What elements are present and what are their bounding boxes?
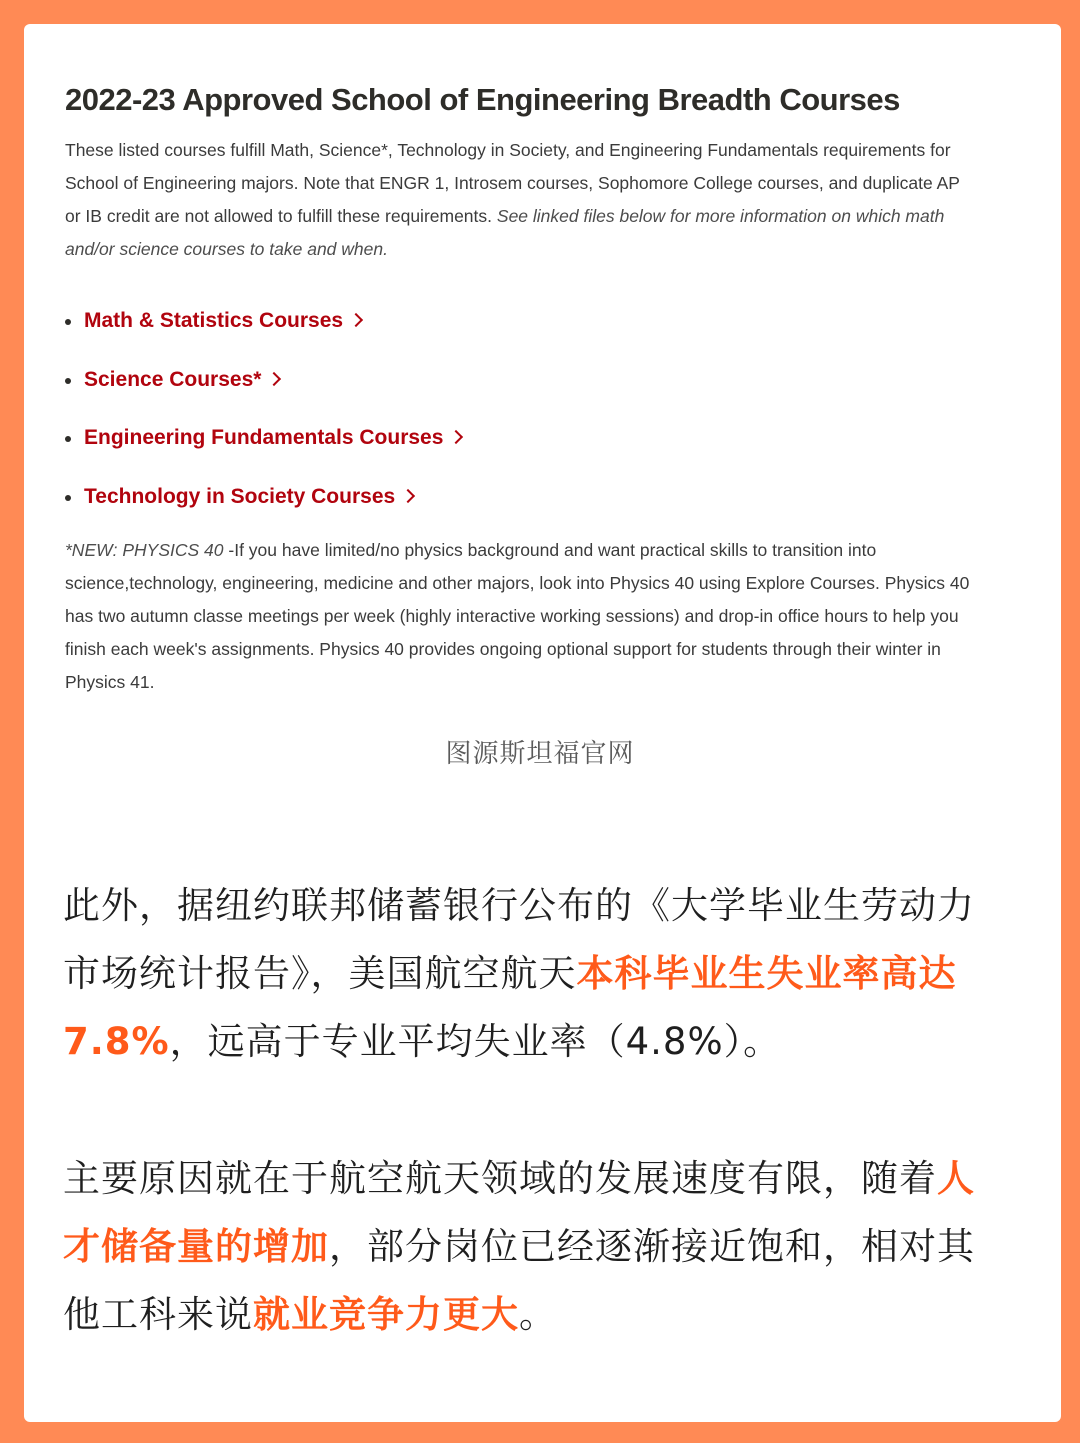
- physics-note-italic: *NEW: PHYSICS 40: [65, 540, 224, 560]
- paragraph-unemployment: [63, 872, 993, 1076]
- paragraph-text: 。: [519, 1293, 557, 1336]
- course-link-engineering-fundamentals[interactable]: [65, 423, 980, 482]
- bullet-icon: [65, 319, 71, 325]
- course-link-technology-in-society[interactable]: [65, 482, 980, 541]
- chevron-right-icon: [267, 371, 281, 385]
- paragraph-text: ，部分岗位已经逐渐接近饱和，相对其他工科来说: [63, 1225, 975, 1336]
- stanford-screenshot: [65, 80, 980, 699]
- highlight-text: 人才储备量的增加: [63, 1157, 975, 1268]
- course-link-label[interactable]: Math & Statistics Courses: [84, 309, 344, 332]
- chevron-right-icon: [401, 488, 415, 502]
- course-link-label[interactable]: Science Courses*: [84, 367, 262, 391]
- bullet-icon: [65, 436, 71, 442]
- bullet-icon: [65, 378, 71, 384]
- physics-note: [65, 534, 980, 699]
- intro-italic: See linked files below for more information on which math and/or science courses to take and when.: [65, 206, 945, 259]
- paragraph-reason: [63, 1145, 993, 1349]
- paragraph-text: 此外，据纽约联邦储蓄银行公布的《大学毕业生劳动力市场统计报告》，美国航空航天: [63, 884, 975, 995]
- highlight-text: 就业竞争力更大: [253, 1293, 519, 1336]
- page-title: 2022-23 Approved School of Engineering Breadth Courses: [65, 82, 900, 117]
- image-caption: 图源斯坦福官网: [445, 739, 635, 769]
- paragraph-text: ，远高于专业平均失业率（4.8%）。: [169, 1020, 782, 1063]
- course-link-list: [65, 306, 980, 540]
- course-link-label[interactable]: Engineering Fundamentals Courses: [84, 426, 444, 449]
- highlight-text: 本科毕业生失业率高达7.8%: [63, 952, 957, 1063]
- course-link-label[interactable]: Technology in Society Courses: [84, 484, 396, 508]
- bullet-icon: [65, 495, 71, 501]
- chevron-right-icon: [449, 430, 463, 444]
- course-link-math[interactable]: [65, 306, 980, 365]
- intro-paragraph: [65, 134, 980, 266]
- physics-note-text: -If you have limited/no physics background and want practical skills to transition into science,technology, engineering, medicine and other majors, look into Physics 40 using Explore Courses. Physics 40 has two autumn classe meetings per week (highly interactive working sessions) and drop-in office hours to help you finish each week's assignments. Physics 40 provides ongoing optional support for students through their winter in Physics 41.: [65, 540, 970, 692]
- intro-text: These listed courses fulfill Math, Science*, Technology in Society, and Engineering Fundamentals requirements for School of Engineering majors. Note that ENGR 1, Introsem courses, Sophomore College courses, and duplicate AP or IB credit are not allowed to fulfill these requirements.: [65, 140, 960, 226]
- paragraph-text: 主要原因就在于航空航天领域的发展速度有限，随着: [63, 1157, 937, 1200]
- course-link-science[interactable]: [65, 365, 980, 424]
- chevron-right-icon: [349, 313, 363, 327]
